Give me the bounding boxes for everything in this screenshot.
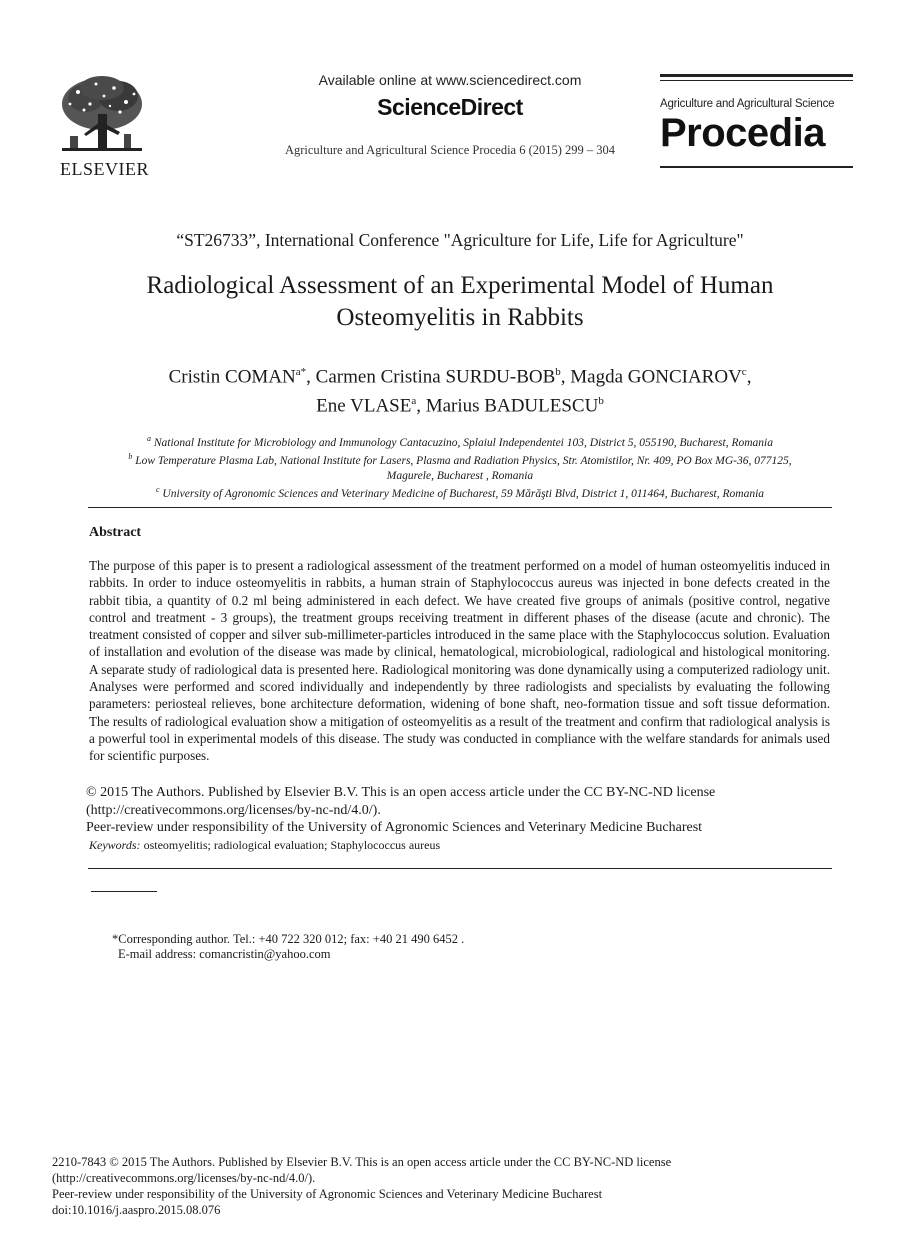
journal-subtitle: Agriculture and Agricultural Science	[660, 98, 835, 110]
keywords-label: Keywords:	[89, 838, 141, 852]
footer-issn-license: 2210-7843 © 2015 The Authors. Published by Elsevier B.V. This is an open access article under the CC BY-NC-ND license	[52, 1155, 672, 1169]
author-name: Magda GONCIAROV	[570, 366, 742, 388]
license-line: © 2015 The Authors. Published by Elsevier B.V. This is an open access article under the CC BY-NC-ND license	[86, 785, 716, 800]
available-online-link[interactable]: Available online at www.sciencedirect.com	[318, 72, 582, 88]
page-footer	[52, 1154, 872, 1218]
title-line-2: Osteomyelitis in Rabbits	[336, 304, 584, 331]
footer-license-url-link[interactable]: (http://creativecommons.org/licenses/by-nc-nd/4.0/).	[52, 1171, 316, 1185]
journal-citation: Agriculture and Agricultural Science Procedia 6 (2015) 299 – 304	[284, 143, 616, 157]
abstract-bottom-rule	[88, 868, 832, 869]
corresponding-email[interactable]: E-mail address: comancristin@yahoo.com	[118, 947, 331, 961]
header-center	[200, 72, 700, 158]
procedia-top-rule	[660, 74, 853, 77]
footer-doi-link[interactable]: doi:10.1016/j.aaspro.2015.08.076	[52, 1203, 221, 1217]
author-affil-sup: a*	[295, 366, 307, 378]
corresponding-author	[112, 932, 464, 962]
author-list	[80, 360, 840, 419]
conference-name: “ST26733”, International Conference "Agriculture for Life, Life for Agriculture"	[176, 230, 744, 250]
author-affil-sup: c	[741, 366, 747, 378]
author-affil-sup: b	[555, 366, 561, 378]
corresponding-contact: *Corresponding author. Tel.: +40 722 320 012; fax: +40 21 490 6452 .	[112, 932, 465, 946]
affiliation-b: $^b$ Low Temperature Plasma Lab, National Institute for Lasers, Plasma and Radiation Physics, Str. Atomistilor, Nr. 409, PO Box MG-36, 077125,	[128, 452, 792, 468]
keywords	[89, 838, 440, 853]
procedia-top-rule-thin	[660, 80, 853, 81]
paper-title	[80, 270, 840, 334]
license-url-link[interactable]: (http://creativecommons.org/licenses/by-nc-nd/4.0/).	[86, 802, 381, 818]
peer-review-line: Peer-review under responsibility of the University of Agronomic Sciences and Veterinary Medicine Bucharest	[86, 820, 703, 835]
affiliation-c: $^c$ University of Agronomic Sciences and Veterinary Medicine of Bucharest, 59 Mărăşti Blvd, District 1, 011464, Bucharest, Romania	[155, 485, 765, 500]
elsevier-wordmark: ELSEVIER	[60, 159, 149, 179]
affiliation-b-line2: Magurele, Bucharest , Romania	[386, 469, 534, 482]
sciencedirect-logo: ScienceDirect	[377, 94, 523, 120]
journal-name: Procedia	[660, 111, 825, 155]
author-affil-sup: a	[411, 395, 417, 408]
author-line-1: Cristin $COMAN^{a*}$, Carmen Cristina SURDU-BOB$^b$, Magda GONCIAROV$^c$,	[168, 366, 752, 388]
abstract-body: The purpose of this paper is to present a radiological assessment of the treatment performed on a model of human osteomyelitis induced in rabbits. In order to induce osteomyelitis in rabbits, a human strain of Staphylococcus aureus was injected in bone defects created in the rabbit tibia, a quantity of 0.2 ml being administered in each defect. We have created five groups of animals (positive control, negative control and treatment - 3 groups), the treatment groups receiving treatment in different phases of the disease (acute and chronic). The treatment consisted of copper and silver sub-millimeter-particles introduced in the same place with the Staphylococcus solution. Evaluation of installation and evolution of the disease was made by clinical, hematological, microbiological, radiological and histological monitoring. A separate study of radiological data is presented here. Radiological monitoring was done dynamically using a computerized radiology unit. Analyses were performed and scored individually and independently by three radiologists and specialists by evaluating the following parameters: periosteal relieves, bone architecture deformation, widening of bone shaft, neo-formation tissue and soft tissue deformation. The results of radiological evaluation show a mitigation of osteomyelitis as a result of the treatment and confirm that radiological analysis is a powerful tool in experimental models of this disease. The study was conducted in compliance with the welfare standards for animals used for scientific purposes.	[89, 558, 830, 764]
author-name: Marius BADULESCU	[425, 395, 599, 417]
procedia-logo	[660, 74, 853, 168]
footer-peer-review: Peer-review under responsibility of the University of Agronomic Sciences and Veterinary Medicine Bucharest	[52, 1187, 603, 1201]
elsevier-tree-icon	[56, 74, 148, 158]
abstract-top-rule	[88, 507, 832, 508]
author-affil-sup: b	[598, 395, 604, 408]
elsevier-logo	[52, 74, 152, 179]
footnote-rule	[91, 891, 157, 892]
affiliation-a: $^a$ National Institute for Microbiology and Immunology Cantacuzino, Splaiul Independentei 103, District 5, 055190, Bucharest, Romania	[146, 434, 773, 449]
keywords-list: osteomyelitis; radiological evaluation; Staphylococcus aureus	[143, 838, 441, 852]
license-block	[86, 784, 846, 837]
abstract-heading: Abstract	[89, 525, 142, 540]
author-name: Carmen Cristina SURDU-BOB	[315, 366, 556, 388]
title-line-1: Radiological Assessment of an Experimental Model of Human	[146, 272, 774, 299]
affiliation-list	[80, 432, 840, 501]
author-name: Ene VLASE	[316, 395, 412, 417]
procedia-bottom-rule	[660, 166, 853, 168]
author-name: Cristin COMAN	[168, 366, 296, 388]
author-line-2: Ene VLASE$^a$, Marius BADULESCU$^b$	[316, 395, 604, 417]
